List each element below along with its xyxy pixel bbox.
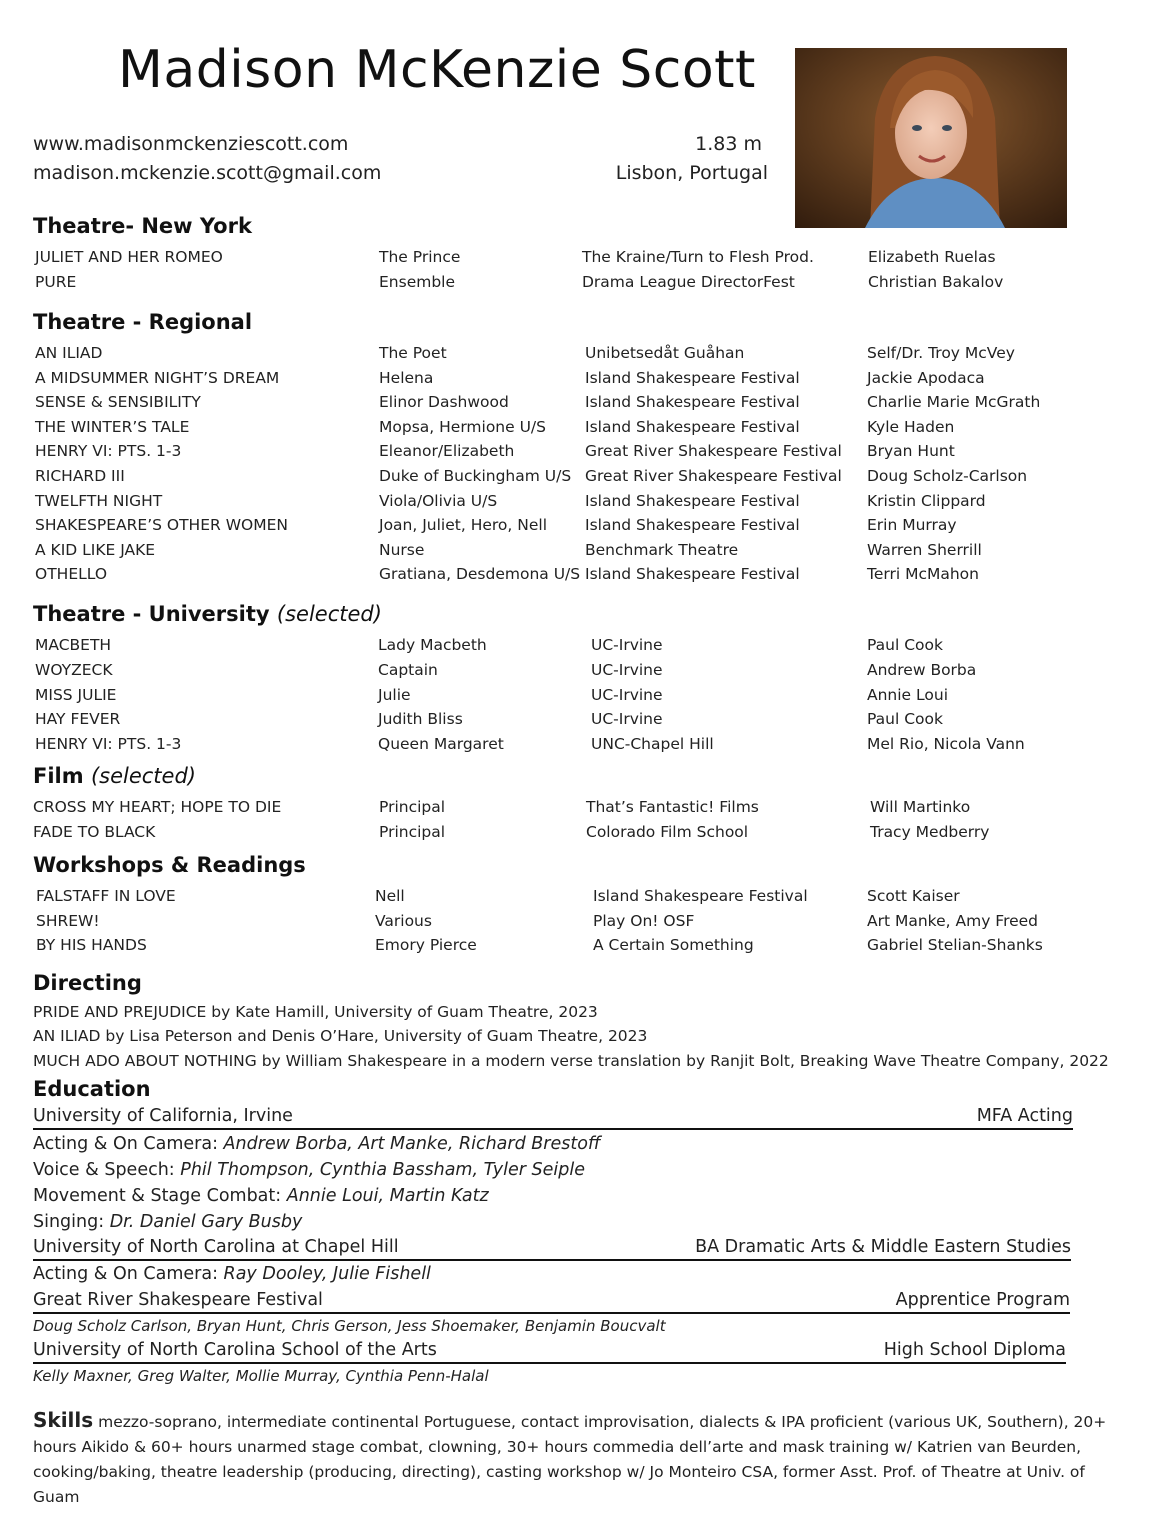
credit-title: HAY FEVER <box>35 710 121 729</box>
height-text: 1.83 m <box>695 133 762 155</box>
credit-row <box>0 393 1176 417</box>
credit-company: Colorado Film School <box>586 823 749 841</box>
training-names: Ray Dooley, Julie Fishell <box>223 1264 431 1284</box>
credit-title: PURE <box>35 273 77 291</box>
website-link[interactable]: www.madisonmckenziescott.com <box>33 133 349 155</box>
credit-title: OTHELLO <box>35 565 108 584</box>
credit-title: THE WINTER’S TALE <box>35 417 190 436</box>
credit-role: Principal <box>379 798 446 816</box>
school-name: Great River Shakespeare Festival <box>33 1290 323 1310</box>
credit-role: Principal <box>379 823 446 841</box>
credit-row <box>0 467 1176 491</box>
credit-company: Drama League DirectorFest <box>582 273 795 291</box>
credit-row <box>0 912 1176 936</box>
credit-role: Eleanor/Elizabeth <box>379 442 515 461</box>
credit-director: Will Martinko <box>870 798 971 816</box>
training-label: Singing: <box>33 1212 110 1232</box>
section-theatre-university <box>33 602 382 626</box>
credit-director: Andrew Borba <box>867 660 977 679</box>
section-theatre-ny: Theatre- New York <box>33 214 252 238</box>
credit-row <box>0 248 1176 272</box>
credit-row <box>0 344 1176 368</box>
credit-company: UC-Irvine <box>591 685 663 704</box>
credit-role: Lady Macbeth <box>378 636 487 654</box>
credit-director: Paul Cook <box>867 710 943 729</box>
credit-company: Island Shakespeare Festival <box>585 417 800 436</box>
credit-company: Island Shakespeare Festival <box>585 393 800 412</box>
credit-row <box>0 369 1176 393</box>
education-grsf <box>33 1290 1070 1314</box>
credit-title: A KID LIKE JAKE <box>35 540 156 559</box>
credit-company: Unibetsedåt Guåhan <box>585 344 745 362</box>
credit-title: FADE TO BLACK <box>33 823 156 841</box>
location-text: Lisbon, Portugal <box>615 162 768 184</box>
degree-name: MFA Acting <box>976 1106 1073 1126</box>
training-line <box>33 1186 489 1206</box>
credit-director: Warren Sherrill <box>867 540 982 559</box>
credit-company: Island Shakespeare Festival <box>585 368 800 387</box>
training-label: Movement & Stage Combat: <box>33 1186 287 1206</box>
credit-row <box>0 516 1176 540</box>
credit-company: Great River Shakespeare Festival <box>585 442 842 461</box>
credit-role: Ensemble <box>379 273 456 291</box>
section-title-text: Film <box>33 764 84 788</box>
credit-row <box>0 636 1176 660</box>
credit-title: AN ILIAD <box>35 344 103 362</box>
section-subtitle: (selected) <box>90 764 196 788</box>
credit-company: Great River Shakespeare Festival <box>585 467 842 485</box>
credit-row <box>0 686 1176 710</box>
credit-title: CROSS MY HEART; HOPE TO DIE <box>33 798 282 816</box>
credit-role: Helena <box>379 368 434 387</box>
credit-company: The Kraine/Turn to Flesh Prod. <box>582 248 814 266</box>
email-link[interactable]: madison.mckenzie.scott@gmail.com <box>33 162 382 184</box>
credit-role: Elinor Dashwood <box>379 393 509 412</box>
training-names: Doug Scholz Carlson, Bryan Hunt, Chris Gerson, Jess Shoemaker, Benjamin Boucvalt <box>33 1317 666 1335</box>
credit-row <box>0 492 1176 516</box>
credit-role: Queen Margaret <box>378 735 504 754</box>
school-name: University of California, Irvine <box>33 1106 293 1126</box>
education-uci <box>33 1106 1073 1130</box>
credit-director: Annie Loui <box>867 685 948 704</box>
credit-role: Mopsa, Hermione U/S <box>379 417 546 436</box>
section-subtitle: (selected) <box>276 602 382 626</box>
section-film <box>33 764 196 788</box>
credit-role: Nell <box>375 887 405 905</box>
credit-title: SENSE & SENSIBILITY <box>35 393 201 412</box>
credit-director: Doug Scholz-Carlson <box>867 467 1028 485</box>
credit-director: Jackie Apodaca <box>867 368 985 387</box>
training-label: Voice & Speech: <box>33 1160 181 1180</box>
credit-title: A MIDSUMMER NIGHT’S DREAM <box>35 368 280 387</box>
credit-company: UC-Irvine <box>591 710 663 729</box>
credit-director: Paul Cook <box>867 636 943 654</box>
section-workshops: Workshops & Readings <box>33 853 306 877</box>
credit-role: Joan, Juliet, Hero, Nell <box>379 516 548 535</box>
school-name: University of North Carolina School of the Arts <box>33 1340 437 1360</box>
credit-director: Self/Dr. Troy McVey <box>867 344 1015 362</box>
training-names: Kelly Maxner, Greg Walter, Mollie Murray, Cynthia Penn-Halal <box>33 1367 489 1385</box>
credit-row <box>0 936 1176 960</box>
directing-item: AN ILIAD by Lisa Peterson and Denis O’Hare, University of Guam Theatre, 2023 <box>33 1027 648 1045</box>
credit-role: Julie <box>378 685 411 704</box>
training-line <box>33 1134 601 1154</box>
education-unc <box>33 1237 1071 1261</box>
credit-role: Duke of Buckingham U/S <box>379 467 572 485</box>
credit-title: SHREW! <box>36 911 100 930</box>
credit-row <box>0 418 1176 442</box>
credit-row <box>0 735 1176 759</box>
credit-title: HENRY VI: PTS. 1-3 <box>35 442 182 461</box>
credit-company: UC-Irvine <box>591 660 663 679</box>
training-label: Acting & On Camera: <box>33 1134 224 1154</box>
credit-director: Gabriel Stelian-Shanks <box>867 936 1043 954</box>
credit-row <box>0 541 1176 565</box>
credit-row <box>0 823 1176 847</box>
credit-company: That’s Fantastic! Films <box>586 798 759 816</box>
credit-role: Nurse <box>379 540 425 559</box>
degree-name: BA Dramatic Arts & Middle Eastern Studies <box>695 1237 1071 1257</box>
credit-title: MACBETH <box>35 636 112 654</box>
training-names: Annie Loui, Martin Katz <box>286 1186 489 1206</box>
section-title-text: Theatre - University <box>33 602 270 626</box>
credit-director: Kristin Clippard <box>867 491 986 510</box>
credit-company: Island Shakespeare Festival <box>593 887 808 905</box>
credit-role: The Poet <box>379 344 447 362</box>
credit-director: Scott Kaiser <box>867 887 960 905</box>
credit-company: Island Shakespeare Festival <box>585 565 800 584</box>
degree-name: High School Diploma <box>883 1340 1066 1360</box>
credit-title: SHAKESPEARE’S OTHER WOMEN <box>35 516 288 535</box>
credit-row <box>0 710 1176 734</box>
credit-role: Captain <box>378 660 438 679</box>
credit-title: HENRY VI: PTS. 1-3 <box>35 735 182 754</box>
credit-director: Charlie Marie McGrath <box>867 393 1041 412</box>
credit-director: Tracy Medberry <box>870 823 990 841</box>
skills-section <box>33 1408 1133 1510</box>
section-directing: Directing <box>33 971 142 995</box>
training-names: Andrew Borba, Art Manke, Richard Brestoff <box>223 1134 601 1154</box>
section-education: Education <box>33 1077 151 1101</box>
credit-company: Island Shakespeare Festival <box>585 516 800 535</box>
credit-company: UNC-Chapel Hill <box>591 735 714 754</box>
credit-company: UC-Irvine <box>591 636 663 654</box>
credit-company: Benchmark Theatre <box>585 540 739 559</box>
credit-director: Art Manke, Amy Freed <box>867 911 1039 930</box>
credit-role: Gratiana, Desdemona U/S <box>379 565 581 584</box>
credit-director: Terri McMahon <box>867 565 979 584</box>
credit-director: Christian Bakalov <box>868 273 1004 291</box>
credit-title: TWELFTH NIGHT <box>35 491 163 510</box>
credit-company: Island Shakespeare Festival <box>585 491 800 510</box>
credit-director: Erin Murray <box>867 516 957 535</box>
credit-title: WOYZECK <box>35 660 113 679</box>
credit-company: A Certain Something <box>593 936 754 954</box>
credit-row <box>0 565 1176 589</box>
section-theatre-regional: Theatre - Regional <box>33 310 253 334</box>
credit-role: Judith Bliss <box>378 710 463 729</box>
credit-role: Various <box>375 911 432 930</box>
education-uncsa <box>33 1340 1066 1364</box>
headshot-photo <box>795 48 1067 228</box>
credit-director: Elizabeth Ruelas <box>868 248 996 266</box>
credit-role: Viola/Olivia U/S <box>379 491 498 510</box>
credit-row <box>0 273 1176 297</box>
directing-item: PRIDE AND PREJUDICE by Kate Hamill, University of Guam Theatre, 2023 <box>33 1003 598 1021</box>
credit-row <box>0 798 1176 822</box>
credit-row <box>0 661 1176 685</box>
credit-role: The Prince <box>379 248 461 266</box>
section-skills: Skills <box>33 1408 94 1432</box>
credit-title: FALSTAFF IN LOVE <box>36 887 176 905</box>
credit-director: Kyle Haden <box>867 417 955 436</box>
training-names: Dr. Daniel Gary Busby <box>109 1212 303 1232</box>
training-line <box>33 1264 431 1284</box>
credit-title: BY HIS HANDS <box>36 936 147 954</box>
training-label: Acting & On Camera: <box>33 1264 224 1284</box>
credit-row <box>0 887 1176 911</box>
credit-title: MISS JULIE <box>35 685 117 704</box>
credit-title: JULIET AND HER ROMEO <box>35 248 223 266</box>
resume-name: Madison McKenzie Scott <box>118 40 756 100</box>
skills-text: mezzo-soprano, intermediate continental Portuguese, contact improvisation, dialects & IPA proficient (various UK, Southern), 20+ hours Aikido & 60+ hours unarmed stage combat, clowning, 30+ hours commedia dell’arte and mask training w/ Katrien van Beurden, cooking/baking, theatre leadership (producing, directing), casting workshop w/ Jo Monteiro CSA, former Asst. Prof. of Theatre at Univ. of Guam <box>33 1413 1107 1506</box>
training-line <box>33 1160 585 1180</box>
degree-name: Apprentice Program <box>895 1290 1070 1310</box>
training-names: Phil Thompson, Cynthia Bassham, Tyler Seiple <box>180 1160 585 1180</box>
directing-item: MUCH ADO ABOUT NOTHING by William Shakespeare in a modern verse translation by Ranjit Bolt, Breaking Wave Theatre Company, 2022 <box>33 1052 1109 1070</box>
credit-role: Emory Pierce <box>375 936 477 954</box>
training-line <box>33 1212 302 1232</box>
credit-director: Bryan Hunt <box>867 442 955 461</box>
credit-company: Play On! OSF <box>593 911 695 930</box>
credit-title: RICHARD III <box>35 467 125 485</box>
credit-director: Mel Rio, Nicola Vann <box>867 735 1025 754</box>
credit-row <box>0 442 1176 466</box>
school-name: University of North Carolina at Chapel Hill <box>33 1237 399 1257</box>
